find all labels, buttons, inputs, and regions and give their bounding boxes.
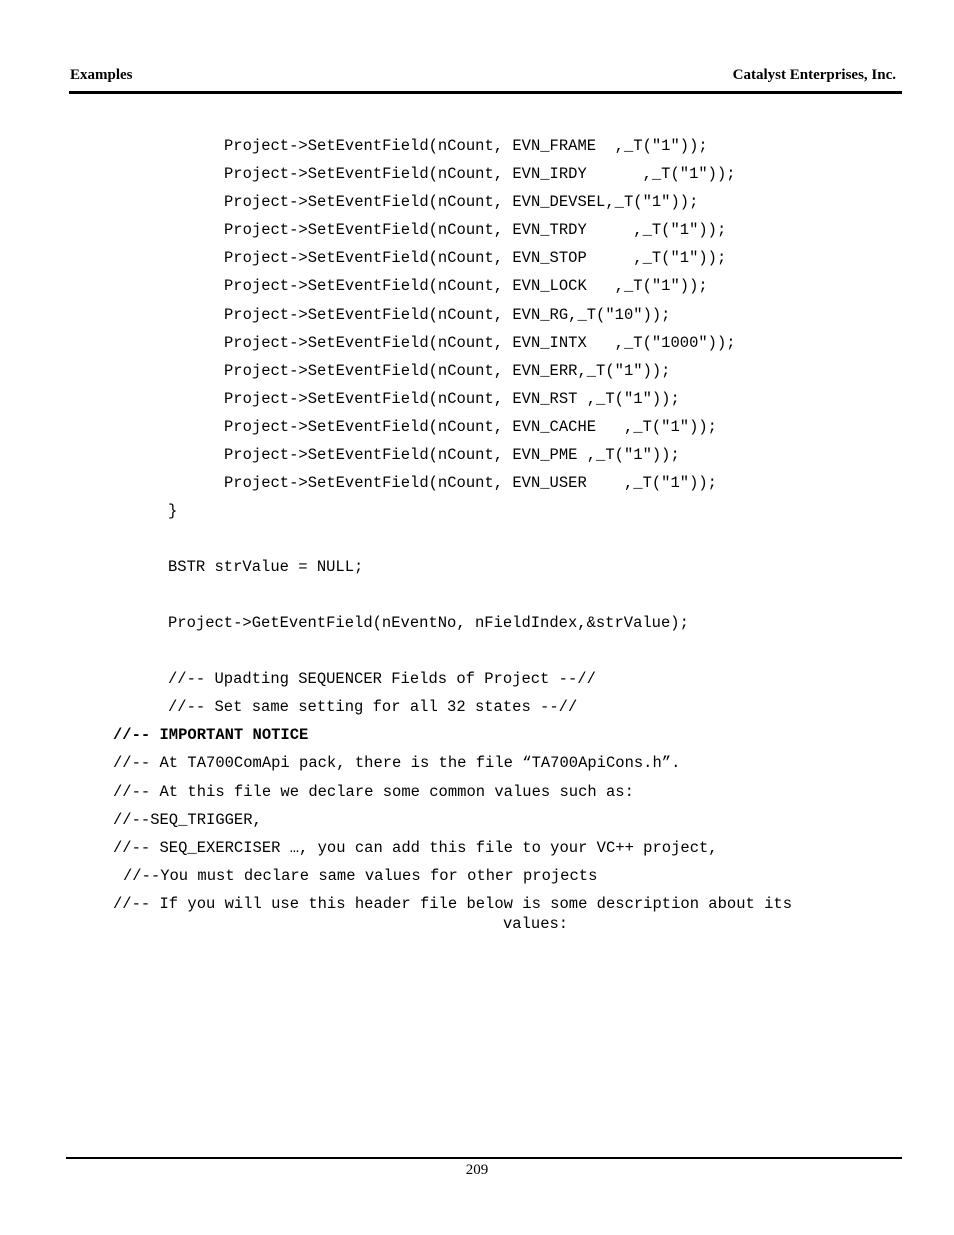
page-number: 209	[465, 1162, 489, 1178]
notice-line: //-- If you will use this header file below is some description about its	[113, 895, 793, 913]
notice-line: //-- At this file we declare some common values such as:	[113, 783, 634, 801]
code-line: Project->SetEventField(nCount, EVN_STOP ,_T("1"));	[224, 249, 727, 267]
code-comment: //-- Set same setting for all 32 states --//	[168, 698, 578, 716]
code-line: Project->SetEventField(nCount, EVN_FRAME ,_T("1"));	[224, 137, 708, 155]
code-line: Project->SetEventField(nCount, EVN_TRDY ,_T("1"));	[224, 221, 727, 239]
code-line: Project->SetEventField(nCount, EVN_IRDY ,_T("1"));	[224, 165, 736, 183]
notice-line: //--You must declare same values for other projects	[123, 867, 598, 885]
notice-line: //-- SEQ_EXERCISER …, you can add this file to your VC++ project,	[113, 839, 718, 857]
footer-divider	[66, 1157, 902, 1159]
code-line: Project->SetEventField(nCount, EVN_LOCK ,_T("1"));	[224, 277, 708, 295]
code-get-event-field: Project->GetEventField(nEventNo, nFieldIndex,&strValue);	[168, 614, 689, 632]
notice-title: //-- IMPORTANT NOTICE	[113, 726, 309, 744]
code-line: Project->SetEventField(nCount, EVN_RST ,_T("1"));	[224, 390, 680, 408]
code-close-brace: }	[168, 502, 178, 520]
notice-line: //-- At TA700ComApi pack, there is the file “TA700ApiCons.h”.	[113, 754, 681, 772]
notice-line: //--SEQ_TRIGGER,	[113, 811, 262, 829]
code-line: Project->SetEventField(nCount, EVN_CACHE ,_T("1"));	[224, 418, 717, 436]
header-company-name: Catalyst Enterprises, Inc.	[732, 67, 896, 83]
notice-line-wrap: values:	[503, 915, 569, 933]
code-line: Project->SetEventField(nCount, EVN_ERR,_T("1"));	[224, 362, 671, 380]
code-line: Project->SetEventField(nCount, EVN_INTX ,_T("1000"));	[224, 334, 736, 352]
header-section-title: Examples	[70, 67, 133, 83]
code-line: Project->SetEventField(nCount, EVN_USER ,_T("1"));	[224, 474, 717, 492]
code-line: Project->SetEventField(nCount, EVN_DEVSEL,_T("1"));	[224, 193, 699, 211]
code-line: Project->SetEventField(nCount, EVN_RG,_T("10"));	[224, 306, 671, 324]
code-comment: //-- Upadting SEQUENCER Fields of Project --//	[168, 670, 596, 688]
code-bstr-declaration: BSTR strValue = NULL;	[168, 558, 364, 576]
code-line: Project->SetEventField(nCount, EVN_PME ,_T("1"));	[224, 446, 680, 464]
